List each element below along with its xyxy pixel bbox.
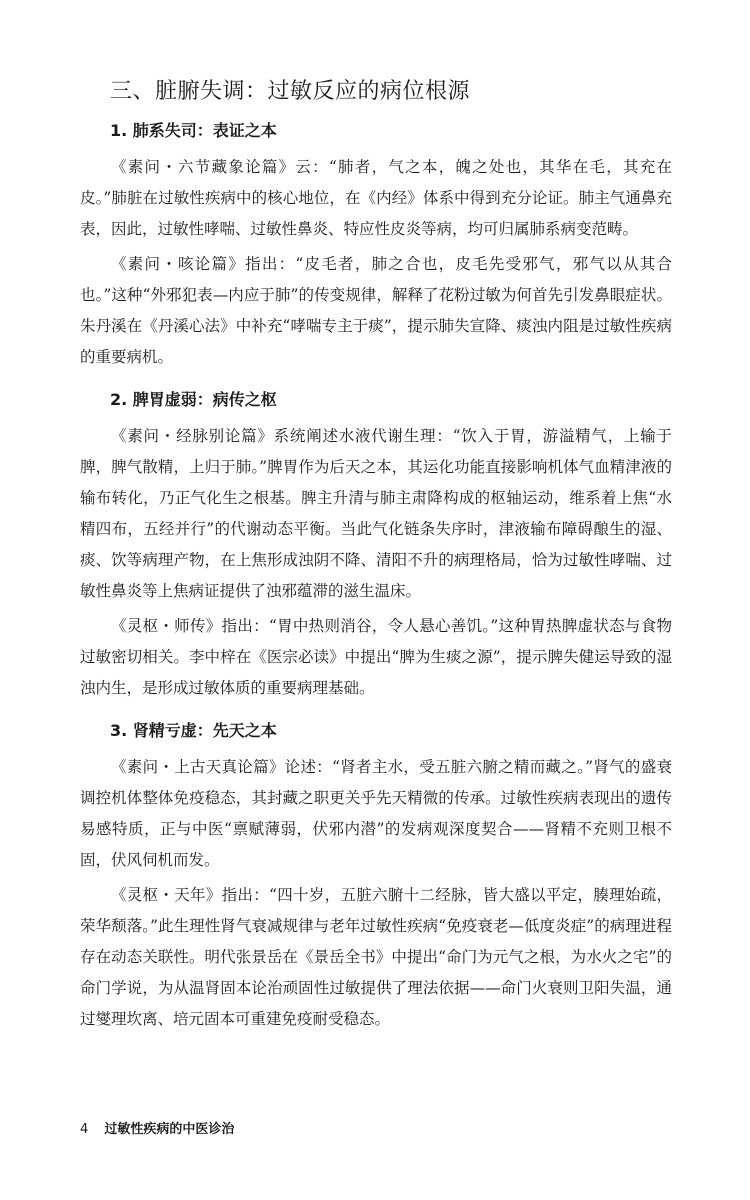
paragraph: 《素问・上古天真论篇》论述：“肾者主水，受五脏六腑之精而藏之。”肾气的盛衰调控机体整体免疫稳态，其封藏之职更关乎先天精微的传承。过敏性疾病表现出的遗传易感特质，正与中医“禀赋薄弱，伏邪内潜”的发病观深度契合——肾精不充则卫根不固，伏风伺机而发。 [80, 758, 672, 869]
running-title: 过敏性疾病的中医诊治 [104, 1122, 235, 1137]
paragraph: 《素问・咳论篇》指出：“皮毛者，肺之合也，皮毛先受邪气，邪气以从其合也。”这种“外邪犯表—内应于肺”的传变规律，解释了花粉过敏为何首先引发鼻眼症状。朱丹溪在《丹溪心法》中补充“哮喘专主于痰”，提示肺失宣降、痰浊内阻是过敏性疾病的重要病机。 [80, 255, 672, 366]
section-heading-kidney: 3. 肾精亏虚：先天之本 [110, 721, 277, 740]
section-heading-spleen-stomach: 2. 脾胃虚弱：病传之枢 [110, 390, 277, 409]
section-heading-lung: 1. 肺系失司：表证之本 [110, 121, 277, 140]
page-footer [80, 1118, 234, 1137]
paragraph: 《灵枢・天年》指出：“四十岁，五脏六腑十二经脉，皆大盛以平定，腠理始疏，荣华颓落。”此生理性肾气衰减规律与老年过敏性疾病“免疫衰老—低度炎症”的病理进程存在动态关联性。明代张景岳在《景岳全书》中提出“命门为元气之根，为水火之宅”的命门学说，为从温肾固本论治顽固性过敏提供了理法依据——命门火衰则卫阳失温，通过燮理坎离、培元固本可重建免疫耐受稳态。 [80, 886, 672, 1028]
paragraph: 《素问・六节藏象论篇》云：“肺者，气之本，魄之处也，其华在毛，其充在皮。”肺脏在过敏性疾病中的核心地位，在《内经》体系中得到充分论证。肺主气通鼻充表，因此，过敏性哮喘、过敏性鼻炎、特应性皮炎等病，均可归属肺系病变范畴。 [80, 158, 672, 238]
paragraph: 《灵枢・师传》指出：“胃中热则消谷，令人悬心善饥。”这种胃热脾虚状态与食物过敏密切相关。李中梓在《医宗必读》中提出“脾为生痰之源”，提示脾失健运导致的湿浊内生，是形成过敏体质的重要病理基础。 [80, 617, 672, 697]
chapter-title: 三、脏腑失调：过敏反应的病位根源 [110, 79, 471, 104]
paragraph: 《素问・经脉别论篇》系统阐述水液代谢生理：“饮入于胃，游溢精气，上输于脾，脾气散精，上归于肺。”脾胃作为后天之本，其运化功能直接影响机体气血精津液的输布转化，乃正气化生之根基。脾主升清与肺主肃降构成的枢轴运动，维系着上焦“水精四布，五经并行”的代谢动态平衡。当此气化链条失序时，津液输布障碍酿生的湿、痰、饮等病理产物，在上焦形成浊阴不降、清阳不升的病理格局，恰为过敏性哮喘、过敏性鼻炎等上焦病证提供了浊邪蕴滞的滋生温床。 [80, 427, 672, 600]
page-number: 4 [80, 1122, 89, 1137]
content-body [80, 118, 672, 1039]
